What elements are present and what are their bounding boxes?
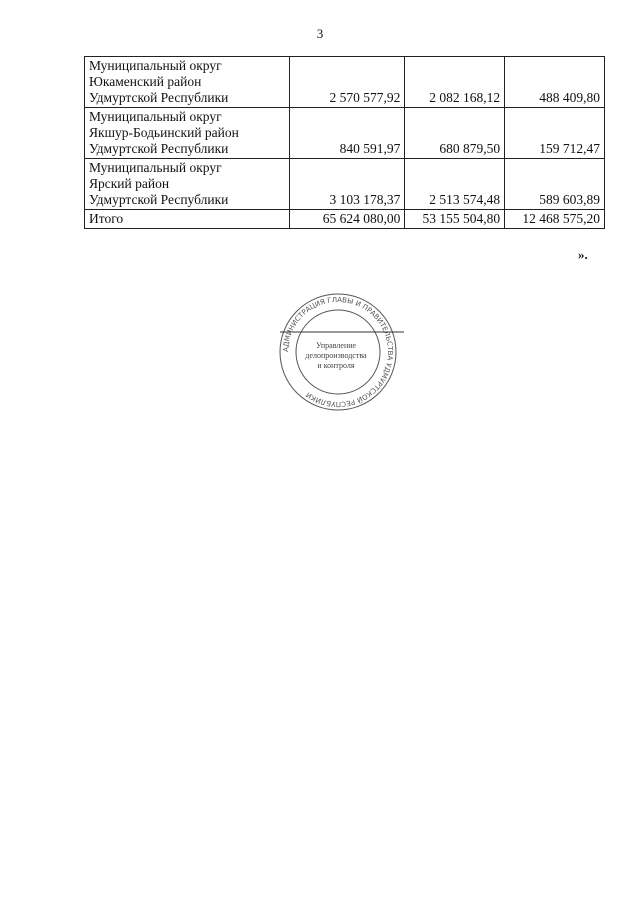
row-federal: 53 155 504,80	[405, 210, 505, 229]
row-total: 3 103 178,37	[289, 159, 405, 210]
budget-table	[84, 56, 605, 229]
table-row	[85, 57, 605, 108]
row-federal: 2 082 168,12	[405, 57, 505, 108]
row-name: Муниципальный округ Юкаменский район Удмуртской Республики	[85, 57, 290, 108]
row-total: 840 591,97	[289, 108, 405, 159]
row-federal: 680 879,50	[405, 108, 505, 159]
row-name: Муниципальный округ Ярский район Удмуртской Республики	[85, 159, 290, 210]
row-regional: 159 712,47	[505, 108, 605, 159]
row-name: Муниципальный округ Якшур-Бодьинский район Удмуртской Республики	[85, 108, 290, 159]
row-name: Итого	[85, 210, 290, 229]
closing-quote: ».	[578, 247, 588, 262]
stamp-line-3: и контроля	[317, 361, 355, 370]
row-federal: 2 513 574,48	[405, 159, 505, 210]
row-regional: 488 409,80	[505, 57, 605, 108]
stamp-outer-text: АДМИНИСТРАЦИЯ ГЛАВЫ И ПРАВИТЕЛЬСТВА УДМУРТСКОЙ РЕСПУБЛИКИ	[281, 295, 395, 409]
stamp-line-1: Управление	[315, 341, 357, 350]
row-total: 65 624 080,00	[289, 210, 405, 229]
row-total: 2 570 577,92	[289, 57, 405, 108]
stamp-line-2: делопроизводства	[305, 351, 367, 360]
table-row	[85, 108, 605, 159]
row-regional: 12 468 575,20	[505, 210, 605, 229]
row-regional: 589 603,89	[505, 159, 605, 210]
official-stamp	[268, 290, 408, 414]
table-row	[85, 159, 605, 210]
page-number: 3	[316, 26, 324, 41]
table-row-total	[85, 210, 605, 229]
